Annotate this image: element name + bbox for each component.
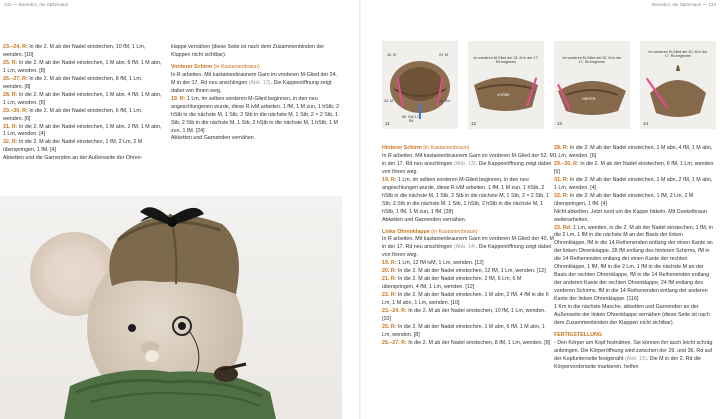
row-text: 1 Lm, im selben vorderen M-Glied beginnen, in den neu angeschlungen wurde, diese R ivM arbeiten. 1 fM, 1 M zun, 1 hStb, 2 hStb in die nächste M, 1 Stb, 2 Stb in die nächste M, 1 Stb, 2 × 2 Stb, 1 Stb, 2 Stb in die nächste M, 1 Stb, 1 hStb, 2 hStb in die nächste M, 1 hStb, 1 fM, 1 M zun, 1 fM. [28] [382, 176, 550, 215]
row-text: In die 2. M ab der Nadel einstechen, 1 M abn, 6 fM, 1 M abn, 1 Lm, wenden. [8] [3, 59, 162, 74]
section-heading [554, 332, 716, 340]
paragraph [382, 153, 554, 177]
row-number: 29.–30. R: [3, 107, 28, 114]
paragraph-text-cont: . Die Kappenöffnung zeigt dabei von Ihnen weg. [382, 244, 551, 259]
running-header-left: 132 — Benedict, die Spitzmaus [4, 2, 69, 7]
row-number: 32. R: [3, 139, 18, 146]
instruction-row [3, 139, 162, 155]
photo-13-caption-2: HINTEN [582, 97, 596, 101]
instruction-row [3, 124, 162, 140]
paragraph [554, 340, 716, 372]
mouse-nose [145, 350, 159, 362]
mouse-hat-photo [0, 196, 342, 419]
running-header-right: Benedict, die Spitzmaus — 133 [651, 2, 716, 7]
photo-12-caption-1: Im vorderen M-Glied der 24. M in der 17. Rd beginnen [473, 56, 539, 65]
paragraph-text: In R arbeiten. Mit kastanienbraunem Garn im vorderen M-Glied der 24. M in der 17. Rd neu anschlingen [171, 71, 338, 86]
instruction-row [554, 193, 716, 209]
row-text: In die 2. M ab der Nadel einstechen, 1 M abn, 2 fM, 1 M abn, 1 Lm, wenden. [4] [3, 123, 162, 138]
row-number: 19. R: [382, 260, 397, 267]
row-text: In die 2. M ab der Nadel einstechen, 1 M abn, 4 fM, 1 M abn, 1 Lm, wenden. [6] [554, 145, 713, 159]
instruction-row [382, 340, 554, 348]
photo-11-caption-4: 10. Rd [439, 99, 450, 103]
photo-13-number: 13 [557, 121, 563, 126]
paragraph [171, 44, 341, 60]
paragraph-text-cont: . Die Kappenöffnung zeigt dabei von Ihnen weg. [382, 160, 551, 175]
row-text: In die 2. M ab der Nadel einstechen, 6 fM, 1 Lm, wenden. [6] [3, 107, 143, 122]
paragraph [3, 155, 162, 163]
instruction-row [3, 108, 162, 124]
paragraph-text: Abketten und Garnenden vernähen. [382, 216, 467, 223]
figure-reference: (Abb. 14) [453, 244, 476, 251]
row-number: 28. R: [3, 91, 18, 98]
row-number: 28. R: [554, 145, 569, 151]
section-heading [171, 64, 341, 72]
row-number: 32. R: [554, 192, 569, 199]
row-number: 19. R: [382, 176, 397, 183]
photo-11-caption-1: 40. M [387, 53, 396, 57]
paragraph-text: Abketten und die Garnenden an der Außenseite der Ohren- [3, 155, 143, 162]
row-text: In die 2. M ab der Nadel einstechen, 1 fM, 2 Lm, 2 M überspringen, 1 fM. [4] [3, 139, 143, 154]
row-text: In die 2. M ab der Nadel einstechen, 1 M abn, 4 fM, 1 M abn, 1 Lm, wenden. [6] [3, 91, 162, 106]
heading-subtitle: (in Kastanienbraun) [421, 145, 470, 151]
row-text: In die 2. M ab der Nadel einstechen, 8 fM, 1 Lm, wenden. [8] [406, 339, 551, 346]
paragraph [171, 72, 341, 96]
instruction-row [3, 92, 162, 108]
figure-reference: (Abb. 13) [453, 160, 476, 167]
instruction-row [382, 260, 554, 268]
photo-11-caption-3: 33. M [384, 99, 393, 103]
step-photo-12 [468, 41, 544, 129]
row-text: In die 2. M ab der Nadel einstechen, 8 fM, 1 Lm, wenden. [8] [3, 75, 143, 90]
row-number: 31. R: [554, 176, 569, 183]
instruction-row [382, 177, 554, 217]
paragraph-text: klappe vernähen (diese Seite ist nach dem Zusammenbinden der Klappen nicht sichtbar). [171, 44, 325, 58]
paragraph-text: In R arbeiten. Mit kastanienbraunem Garn im vorderen M-Glied der 40. M in der 17. Rd neu anschlingen [382, 236, 554, 251]
green-cape [64, 370, 276, 419]
front-brim-illustration [468, 41, 544, 129]
heading-title: Vorderer Schirm [171, 63, 213, 70]
step-photo-11 [382, 41, 458, 129]
row-text: In die 2. M ab der Nadel einstechen, 12 fM, 1 Lm, wenden. [12] [396, 268, 546, 275]
instruction-row [554, 161, 716, 177]
instruction-row [382, 276, 554, 292]
photo-12-caption-2: VORNE [497, 93, 510, 97]
instruction-row [554, 177, 716, 193]
row-number: 26.–27. R: [3, 75, 28, 82]
heading-title: Linke Ohrenklappe [382, 228, 430, 235]
row-text: In die 2. M ab der Nadel einstechen, 2 fM, 6 Lm, 6 M überspringen, 4 fM, 1 Lm, wenden. [12] [382, 276, 522, 291]
paragraph [554, 304, 716, 328]
row-text: In die 2. M ab der Nadel einstechen, 1 M abn, 2 fM, 4 fM in die 6 Lm, 1 M abn, 1 Lm, wenden. [10] [382, 292, 549, 307]
instruction-row [171, 96, 341, 136]
paragraph-text: In R arbeiten. Mit kastanienbraunem Garn im vorderen M-Glied der 52. M in der 17. Rd neu anschlingen [382, 152, 554, 167]
row-number: 26.–27. R: [382, 339, 407, 346]
heading-title: FERTIGSTELLUNG [554, 331, 602, 338]
row-number: 20. R: [382, 268, 397, 275]
row-number: 31. R: [3, 123, 18, 130]
row-number: 22. R: [382, 292, 397, 299]
mouse-illustration [0, 196, 342, 419]
instruction-row [382, 268, 554, 276]
row-number: 23.–24. R: [382, 308, 407, 315]
paragraph-text-cont: . Die M in der 2. Rd die Körpervorderseite markieren, helfen [554, 355, 701, 370]
instruction-row [382, 292, 554, 308]
photo-11-caption-5: 60. Rd/ 17. Rd [402, 115, 420, 124]
row-number: 19. R: [171, 95, 186, 102]
row-text: In die 2. M ab der Nadel einstechen, 1 M abn, 2 fM, 1 M abn, 1 Lm, wenden. [4] [554, 176, 713, 191]
step-photo-14 [640, 41, 716, 129]
photo-11-number: 11 [385, 121, 390, 126]
paragraph-text: - Den Körper am Kopf festnähen. Sie können ihn auch leicht schräg anbringen. Die Körperöffnung wird zwischen der 29. und 36. Rd auf der Kopfunterseite festgenäht [554, 339, 713, 362]
instruction-row [3, 76, 162, 92]
mouse-eye [128, 324, 136, 332]
row-text: 1 Lm, 12 fM ivM, 1 Lm, wenden. [12] [396, 260, 484, 267]
back-brim-illustration [554, 41, 630, 129]
photo-14-number: 14 [643, 121, 649, 126]
row-number: 25. R: [382, 323, 397, 330]
step-photo-13 [554, 41, 630, 129]
paragraph [554, 209, 716, 225]
instruction-row [554, 145, 716, 161]
row-number: 23.–24. R: [3, 44, 28, 50]
right-page [360, 0, 720, 419]
row-text: In die 2. M ab der Nadel einstechen, 1 M abn, 6 fM, 1 M abn, 1 Lm, wenden. [8] [382, 323, 545, 338]
heading-subtitle: (in Kastanienbraun) [212, 63, 260, 70]
row-text: In die 2. M ab der Nadel einstechen, 10 fM, 1 Lm, wenden. [10] [3, 44, 146, 58]
paragraph-text: 1 Km in die nächste Masche, abketten und Garnenden an der Außenseite der linken Ohrenklappe vernähen (diese Seite ist nach dem Zusammenbinden der Klappen nicht sichtbar). [554, 304, 710, 326]
paragraph-text-cont: . Die Kappenöffnung zeigt dabei von Ihnen weg. [171, 79, 332, 94]
paragraph-text: Nicht abketten. Jetzt rund um die Kappe häkeln. Mit Dunkelbraun weiterarbeiten. [554, 208, 707, 223]
instruction-row [554, 225, 716, 305]
paragraph [171, 135, 341, 143]
row-text: 1 Lm, im selben vorderen M-Glied beginnen, in den neu angeschlungenen wurde, diese R ivM arbeiten. 1 fM, 1 M zun, 1 hStb, 2 hStb in die nächste M, 1 Stb, 2 Stb in die nächste M, 1 Stb, 2 × 2 Stb, 1 Stb, 2 Stb in die nächste M, 1 Stb, 2 hStb in die nächste M, 1 hStb, 1 M zun, 1 fM. [24] [171, 95, 340, 134]
paragraph-text: Abketten und Garnenden vernähen. [171, 135, 256, 142]
left-column-2 [171, 44, 341, 143]
instruction-row [382, 324, 554, 340]
row-number: 29.–30. R: [554, 160, 579, 167]
right-column-1 [382, 145, 554, 348]
section-heading [382, 145, 554, 153]
row-text: In die 2. M ab der Nadel einstechen, 10 fM, 1 Lm, wenden. [10] [382, 308, 546, 323]
instruction-row [3, 60, 162, 76]
photo-11-caption-2: 23. M [439, 53, 448, 57]
right-column-2 [554, 145, 716, 372]
row-number: 21. R: [382, 276, 397, 283]
row-number: 25. R: [3, 59, 18, 66]
figure-reference: (Abb. 15) [624, 355, 647, 362]
photo-14-caption-1: Im vorderen M-Glied der 40. M in der 17. Rd beginnen [648, 50, 708, 59]
row-number: 33. Rd: [554, 224, 572, 231]
paragraph [382, 217, 554, 225]
figure-reference: (Abb. 12) [248, 79, 271, 86]
left-column-1 [3, 44, 162, 163]
photo-13-caption-1: Im vorderen M-Glied der 52. M in der 17. Rd beginnen [562, 56, 622, 65]
row-text: 1 Lm, wenden, in die 2. M ab der Nadel einstechen, 1 fM, in die 2 Lm, 1 fM in die nächste M an der Basis der linken Ohrenklappe, fM in die 14 Reihenenden entlang der einen Kante an der linken Ohrenklappe, 28 fM entlang des hinteren Schirms, fM in die 14 Reihenenden entlang der einen Kante der rechten Ohrenklappe, 1 fM, fM in die 2 Lm, 1 fM in die nächste M an der Basis der rechten Ohrenklappe, fM in die 14 Reihenenden entlang der anderen Kante der rechten Ohrenklappe, 24 fM entlang des vorderen Schirms, fM in die 14 Reihenenden entlang der anderen Kante der linken Ohrenklappe. [116] [554, 224, 714, 303]
section-heading [382, 229, 554, 237]
row-text: In die 2. M ab der Nadel einstechen, 1 fM, 2 Lm, 2 M überspringen, 1 fM. [4] [554, 192, 694, 207]
heading-title: Hinterer Schirm [382, 145, 422, 151]
instruction-row [382, 308, 554, 324]
instruction-row [3, 44, 162, 60]
heading-subtitle: (in Kastanienbraun) [429, 228, 478, 235]
paragraph [382, 236, 554, 260]
row-text: In die 2. M ab der Nadel einstechen, 6 fM, 1 Lm, wenden. [6] [554, 160, 715, 175]
photo-12-number: 12 [471, 121, 477, 126]
